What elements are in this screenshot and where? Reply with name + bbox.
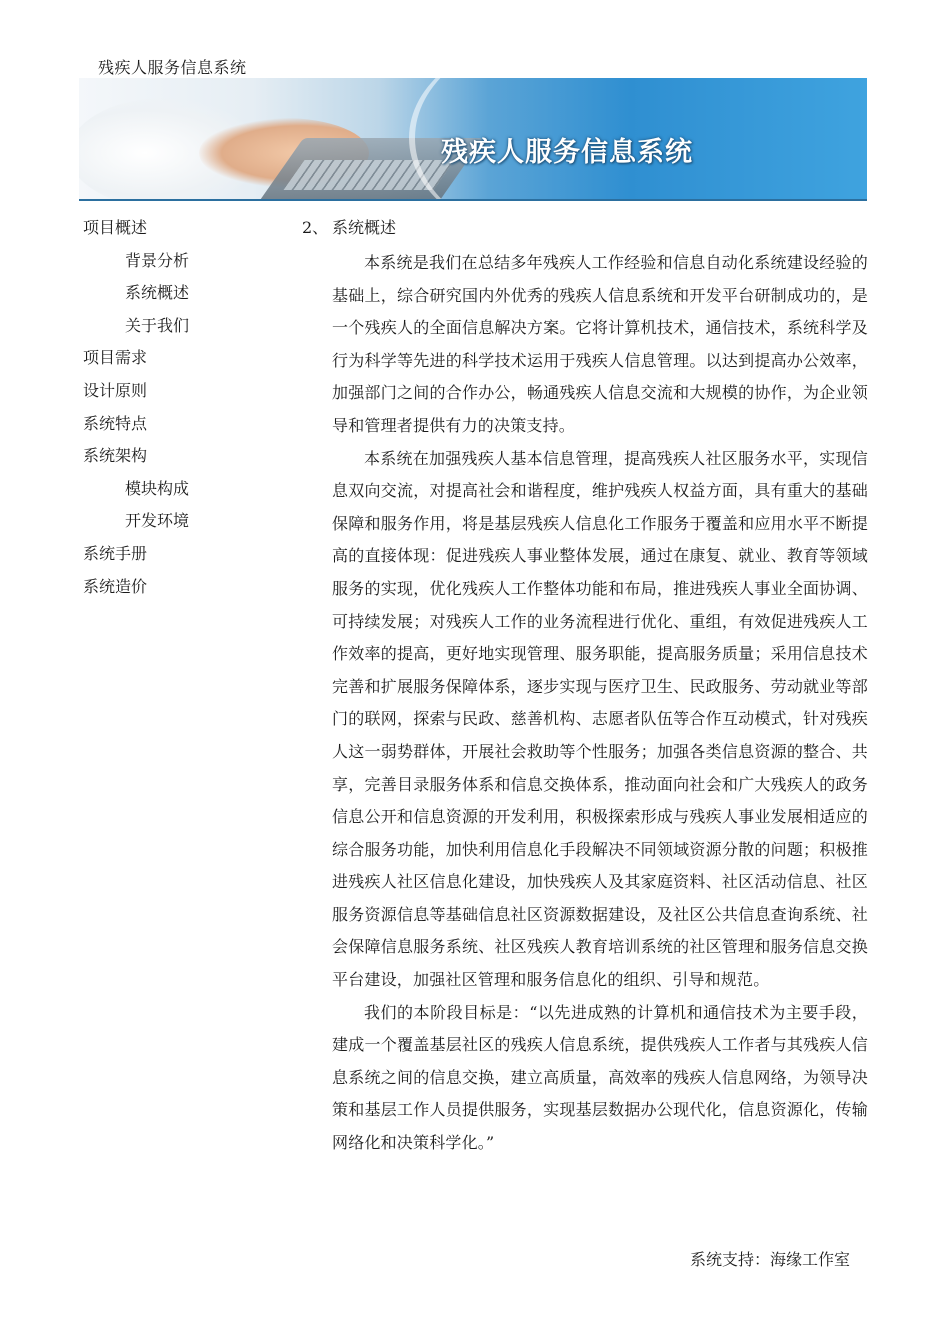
page-header-title: 残疾人服务信息系统 xyxy=(98,58,247,77)
sidebar-item-system-cost[interactable]: 系统造价 xyxy=(83,576,148,596)
sidebar-item-project-overview[interactable]: 项目概述 xyxy=(83,218,148,237)
sidebar-item-system-overview[interactable]: 系统概述 xyxy=(125,283,190,303)
paragraph-details: 本系统在加强残疾人基本信息管理，提高残疾人社区服务水平，实现信息双向交流，对提高社会和谐程度，维护残疾人权益方面，具有重大的基础保障和服务作用，将是基层残疾人信息化工作服务于覆盖和应用水平不断提高的直接体现：促进残疾人事业整体发展，通过在康复、就业、教育等领域服务的实现，优化残疾人工作整体功能和布局，推进残疾人事业全面协调、可持续发展；对残疾人工作的业务流程进行优化、重组，有效促进残疾人工作效率的提高，更好地实现管理、服务职能，提高服务质量；采用信息技术完善和扩展服务保障体系，逐步实现与医疗卫生、民政服务、劳动就业等部门的联网，探索与民政、慈善机构、志愿者队伍等合作互动模式，针对残疾人这一弱势群体，开展社会救助等个性服务；加强各类信息资源的整合、共享，完善目录服务体系和信息交换体系，推动面向社会和广大残疾人的政务信息公开和信息资源的开发利用，积极探索形成与残疾人事业发展相适应的综合服务功能，加快利用信息化手段解决不同领域资源分散的问题；积极推进残疾人社区信息化建设，加快残疾人及其家庭资料、社区活动信息、社区服务资源信息等基础信息社区资源数据建设，及社区公共信息查询系统、社会保障信息服务系统、社区残疾人教育培训系统的社区管理和服务信息交换平台建设，加强社区管理和服务信息化的组织、引导和规范。 xyxy=(332,448,868,990)
section-title: 系统概述 xyxy=(332,218,397,237)
paragraph-goal: 我们的本阶段目标是：“以先进成熟的计算机和通信技术为主要手段，建成一个覆盖基层社区的残疾人信息系统，提供残疾人工作者与其残疾人信息系统之间的信息交换，建立高质量，高效率的残疾人信息网络，为领导决策和基层工作人员提供服务，实现基层数据办公现代化，信息资源化，传输网络化和决策科学化。” xyxy=(332,1002,868,1153)
sidebar-item-about-us[interactable]: 关于我们 xyxy=(125,315,190,335)
section-heading xyxy=(302,215,868,247)
sidebar-item-system-architecture[interactable]: 系统架构 xyxy=(83,446,148,466)
footer-support: 系统支持：海缘工作室 xyxy=(690,1250,851,1269)
sidebar-item-dev-environment[interactable]: 开发环境 xyxy=(125,511,190,531)
sidebar-item-background-analysis[interactable]: 背景分析 xyxy=(125,250,190,270)
paragraph-intro: 本系统是我们在总结多年残疾人工作经验和信息自动化系统建设经验的基础上，综合研究国内外优秀的残疾人信息系统和开发平台研制成功的，是一个残疾人的全面信息解决方案。它将计算机技术，通信技术，系统科学及行为科学等先进的科学技术运用于残疾人信息管理。以达到提高办公效率，加强部门之间的合作办公，畅通残疾人信息交流和大规模的协作，为企业领导和管理者提供有力的决策支持。 xyxy=(332,253,868,435)
banner-title: 残疾人服务信息系统 xyxy=(441,137,693,168)
sidebar-item-design-principles[interactable]: 设计原则 xyxy=(83,380,148,400)
section-number: 2、 xyxy=(302,218,329,237)
sidebar-item-module-composition[interactable]: 模块构成 xyxy=(125,478,190,498)
sidebar-item-system-manual[interactable]: 系统手册 xyxy=(83,543,148,563)
banner xyxy=(79,78,867,201)
main-content xyxy=(302,215,868,1160)
sidebar-item-system-features[interactable]: 系统特点 xyxy=(83,413,148,433)
sidebar-item-project-requirements[interactable]: 项目需求 xyxy=(83,348,148,368)
sidebar-nav xyxy=(83,215,283,606)
